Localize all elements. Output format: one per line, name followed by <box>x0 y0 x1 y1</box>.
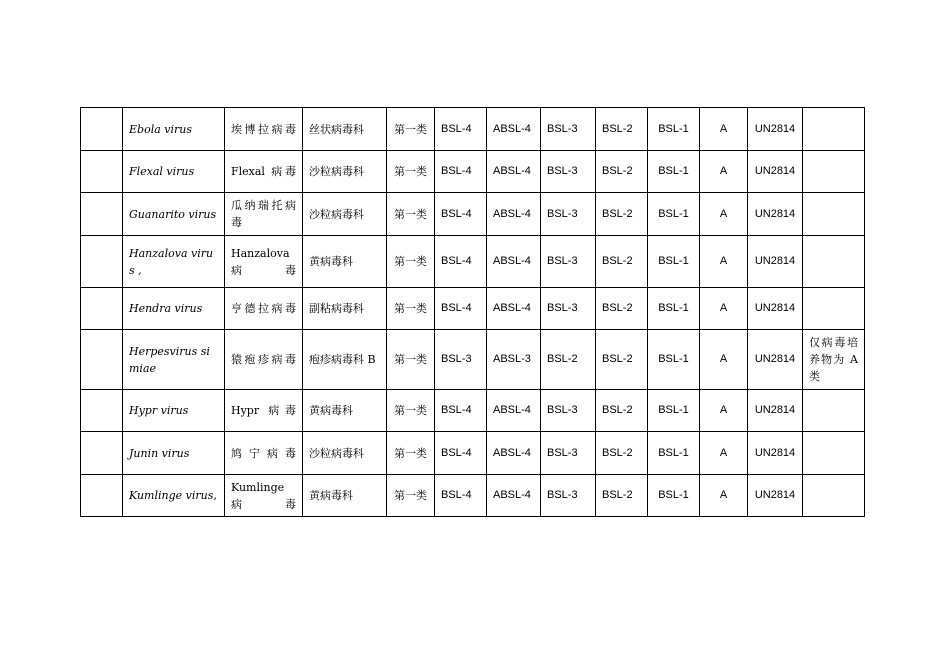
bsl-level-c-cell: BSL-1 <box>648 432 700 475</box>
note-cell <box>803 432 865 475</box>
bsl-level-c-cell: BSL-1 <box>648 330 700 390</box>
animal-absl-cell: ABSL-4 <box>487 151 541 193</box>
animal-absl-cell: ABSL-4 <box>487 390 541 432</box>
hazard-class-cell: 第一类 <box>387 288 435 330</box>
bsl-level-c-cell: BSL-1 <box>648 193 700 236</box>
virus-family-cell: 疱疹病毒科 B <box>303 330 387 390</box>
animal-absl-cell: ABSL-4 <box>487 236 541 288</box>
animal-absl-cell: ABSL-4 <box>487 108 541 151</box>
row-number-cell <box>81 108 123 151</box>
bsl-level-a-cell: BSL-3 <box>541 108 596 151</box>
table-row <box>81 390 865 432</box>
transport-class-cell: A <box>700 432 748 475</box>
animal-absl-cell: ABSL-4 <box>487 193 541 236</box>
transport-class-cell: A <box>700 390 748 432</box>
bsl-level-a-cell: BSL-3 <box>541 236 596 288</box>
chinese-name-cell: 埃博拉病毒 <box>225 108 303 151</box>
bsl-level-a-cell: BSL-3 <box>541 432 596 475</box>
bsl-level-a-cell: BSL-3 <box>541 475 596 517</box>
un-number-cell: UN2814 <box>748 108 803 151</box>
row-number-cell <box>81 193 123 236</box>
virus-family-cell: 黄病毒科 <box>303 475 387 517</box>
chinese-name-cell: Hanzalova 病毒 <box>225 236 303 288</box>
table-row <box>81 432 865 475</box>
note-cell <box>803 151 865 193</box>
animal-absl-cell: ABSL-3 <box>487 330 541 390</box>
table-row <box>81 288 865 330</box>
bsl-level-a-cell: BSL-2 <box>541 330 596 390</box>
transport-class-cell: A <box>700 288 748 330</box>
table-row <box>81 193 865 236</box>
un-number-cell: UN2814 <box>748 288 803 330</box>
latin-name-cell: Ebola virus <box>123 108 225 151</box>
table-row <box>81 151 865 193</box>
transport-class-cell: A <box>700 236 748 288</box>
lab-bsl-cell: BSL-4 <box>435 390 487 432</box>
transport-class-cell: A <box>700 108 748 151</box>
bsl-level-b-cell: BSL-2 <box>596 475 648 517</box>
transport-class-cell: A <box>700 475 748 517</box>
note-cell <box>803 475 865 517</box>
un-number-cell: UN2814 <box>748 151 803 193</box>
note-cell <box>803 193 865 236</box>
note-cell <box>803 390 865 432</box>
row-number-cell <box>81 236 123 288</box>
row-number-cell <box>81 475 123 517</box>
latin-name-cell: Flexal virus <box>123 151 225 193</box>
hazard-class-cell: 第一类 <box>387 432 435 475</box>
bsl-level-b-cell: BSL-2 <box>596 432 648 475</box>
animal-absl-cell: ABSL-4 <box>487 288 541 330</box>
table-row <box>81 108 865 151</box>
un-number-cell: UN2814 <box>748 475 803 517</box>
un-number-cell: UN2814 <box>748 390 803 432</box>
transport-class-cell: A <box>700 330 748 390</box>
latin-name-cell: Kumlinge virus, <box>123 475 225 517</box>
bsl-level-b-cell: BSL-2 <box>596 288 648 330</box>
chinese-name-cell: 鸠宁病毒 <box>225 432 303 475</box>
lab-bsl-cell: BSL-4 <box>435 193 487 236</box>
latin-name-cell: Herpesvirus simiae <box>123 330 225 390</box>
animal-absl-cell: ABSL-4 <box>487 432 541 475</box>
un-number-cell: UN2814 <box>748 432 803 475</box>
bsl-level-b-cell: BSL-2 <box>596 193 648 236</box>
lab-bsl-cell: BSL-4 <box>435 108 487 151</box>
latin-name-cell: Junin virus <box>123 432 225 475</box>
table-row <box>81 475 865 517</box>
bsl-level-a-cell: BSL-3 <box>541 288 596 330</box>
hazard-class-cell: 第一类 <box>387 108 435 151</box>
hazard-class-cell: 第一类 <box>387 151 435 193</box>
bsl-level-b-cell: BSL-2 <box>596 151 648 193</box>
bsl-level-a-cell: BSL-3 <box>541 193 596 236</box>
chinese-name-cell: 猿疱疹病毒 <box>225 330 303 390</box>
hazard-class-cell: 第一类 <box>387 193 435 236</box>
chinese-name-cell: Kumlinge 病毒 <box>225 475 303 517</box>
lab-bsl-cell: BSL-4 <box>435 432 487 475</box>
bsl-level-a-cell: BSL-3 <box>541 390 596 432</box>
transport-class-cell: A <box>700 151 748 193</box>
hazard-class-cell: 第一类 <box>387 475 435 517</box>
note-cell <box>803 236 865 288</box>
bsl-level-b-cell: BSL-2 <box>596 108 648 151</box>
virus-family-cell: 丝状病毒科 <box>303 108 387 151</box>
latin-name-cell: Hypr virus <box>123 390 225 432</box>
row-number-cell <box>81 151 123 193</box>
un-number-cell: UN2814 <box>748 330 803 390</box>
lab-bsl-cell: BSL-4 <box>435 236 487 288</box>
table-row <box>81 330 865 390</box>
bsl-level-b-cell: BSL-2 <box>596 236 648 288</box>
bsl-level-c-cell: BSL-1 <box>648 151 700 193</box>
bsl-level-c-cell: BSL-1 <box>648 108 700 151</box>
table-body <box>81 108 865 517</box>
virus-family-cell: 黄病毒科 <box>303 390 387 432</box>
transport-class-cell: A <box>700 193 748 236</box>
latin-name-cell: Guanarito virus <box>123 193 225 236</box>
note-cell <box>803 288 865 330</box>
bsl-level-b-cell: BSL-2 <box>596 330 648 390</box>
row-number-cell <box>81 330 123 390</box>
lab-bsl-cell: BSL-4 <box>435 151 487 193</box>
bsl-level-c-cell: BSL-1 <box>648 390 700 432</box>
animal-absl-cell: ABSL-4 <box>487 475 541 517</box>
hazard-class-cell: 第一类 <box>387 236 435 288</box>
row-number-cell <box>81 390 123 432</box>
virus-family-cell: 沙粒病毒科 <box>303 151 387 193</box>
un-number-cell: UN2814 <box>748 236 803 288</box>
table-row <box>81 236 865 288</box>
virus-family-cell: 黄病毒科 <box>303 236 387 288</box>
latin-name-cell: Hanzalova virus , <box>123 236 225 288</box>
bsl-level-b-cell: BSL-2 <box>596 390 648 432</box>
bsl-level-a-cell: BSL-3 <box>541 151 596 193</box>
hazard-class-cell: 第一类 <box>387 390 435 432</box>
note-cell <box>803 108 865 151</box>
virus-family-cell: 副粘病毒科 <box>303 288 387 330</box>
lab-bsl-cell: BSL-4 <box>435 475 487 517</box>
chinese-name-cell: Flexal 病毒 <box>225 151 303 193</box>
chinese-name-cell: 瓜纳瑞托病毒 <box>225 193 303 236</box>
virus-family-cell: 沙粒病毒科 <box>303 193 387 236</box>
bsl-level-c-cell: BSL-1 <box>648 475 700 517</box>
row-number-cell <box>81 432 123 475</box>
pathogen-table <box>80 107 865 517</box>
un-number-cell: UN2814 <box>748 193 803 236</box>
bsl-level-c-cell: BSL-1 <box>648 288 700 330</box>
latin-name-cell: Hendra virus <box>123 288 225 330</box>
row-number-cell <box>81 288 123 330</box>
lab-bsl-cell: BSL-3 <box>435 330 487 390</box>
chinese-name-cell: Hypr 病毒 <box>225 390 303 432</box>
hazard-class-cell: 第一类 <box>387 330 435 390</box>
virus-family-cell: 沙粒病毒科 <box>303 432 387 475</box>
chinese-name-cell: 亨德拉病毒 <box>225 288 303 330</box>
lab-bsl-cell: BSL-4 <box>435 288 487 330</box>
bsl-level-c-cell: BSL-1 <box>648 236 700 288</box>
note-cell: 仅病毒培养物为 A 类 <box>803 330 865 390</box>
